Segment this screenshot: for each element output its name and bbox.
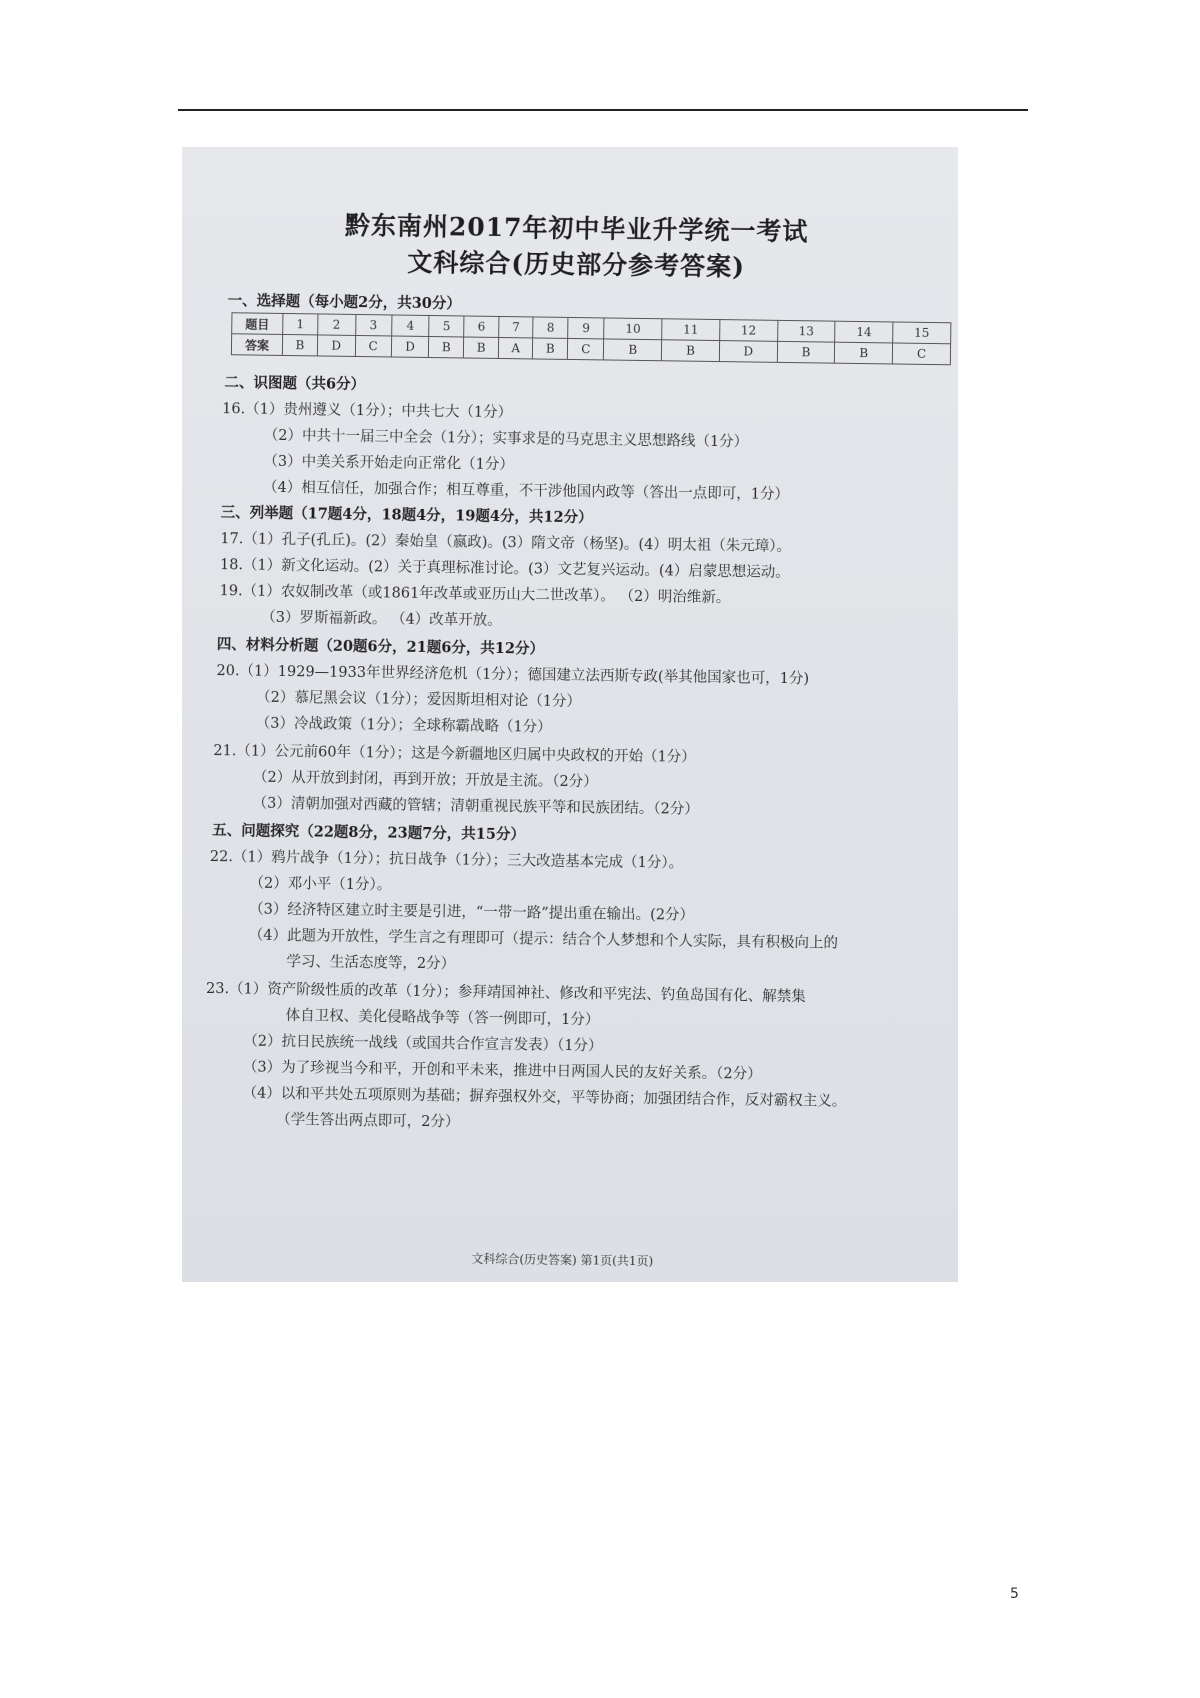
answer-line: （2）从开放到封闭，再到开放；开放是主流。（2分） bbox=[252, 769, 598, 791]
answer-cell: C bbox=[892, 343, 950, 365]
answer-cell: A bbox=[498, 337, 533, 358]
answer-line: 20.（1）1929—1933年世界经济危机（1分）；德国建立法西斯专政(举其他国家也可，1分) bbox=[216, 663, 810, 688]
answer-line: 体自卫权、美化侵略战争等（答一例即可，1分） bbox=[285, 1008, 600, 1029]
answer-line: （2）中共十一届三中全会（1分）；实事求是的马克思主义思想路线（1分） bbox=[263, 427, 749, 451]
question-cell: 9 bbox=[568, 317, 604, 339]
answer-cell: B bbox=[661, 340, 719, 362]
question-cell: 3 bbox=[355, 314, 391, 336]
question-cell: 10 bbox=[604, 318, 662, 340]
section-heading: 一、选择题（每小题2分，共30分） bbox=[227, 292, 462, 313]
answer-cell: B bbox=[835, 342, 893, 364]
sheet-footer: 文科综合(历史答案) 第1页(共1页) bbox=[471, 1251, 654, 1269]
answer-line: （2）慕尼黑会议（1分）；爱因斯坦相对论（1分） bbox=[255, 689, 582, 711]
question-cell: 1 bbox=[283, 313, 318, 334]
section-heading: 二、识图题（共6分） bbox=[224, 374, 366, 394]
table-header-cell: 题目 bbox=[232, 313, 283, 335]
question-cell: 12 bbox=[720, 320, 778, 342]
answer-line: （3）罗斯福新政。 （4）改革开放。 bbox=[261, 609, 502, 630]
answer-line: 23.（1）资产阶级性质的改革（1分）；参拜靖国神社、修改和平宪法、钓鱼岛国有化、解禁集 bbox=[205, 980, 806, 1006]
question-cell: 11 bbox=[662, 319, 720, 341]
answer-cell: B bbox=[464, 337, 499, 358]
answer-cell: C bbox=[568, 338, 604, 360]
question-cell: 2 bbox=[318, 314, 356, 336]
answer-cell: B bbox=[604, 339, 662, 361]
answer-line: （4）此题为开放性，学生言之有理即可（提示：结合个人梦想和个人实际，具有积极向上的 bbox=[248, 927, 839, 952]
answer-line: 19.（1）农奴制改革（或1861年改革或亚历山大二世改革）。 （2）明治维新。 bbox=[219, 583, 731, 607]
answer-line: 16.（1）贵州遵义（1分）；中共七大（1分） bbox=[222, 401, 513, 422]
answer-cell: B bbox=[282, 334, 317, 355]
answer-sheet bbox=[182, 147, 958, 1282]
answer-cell: C bbox=[355, 335, 391, 357]
question-cell: 5 bbox=[429, 315, 464, 336]
answer-line: （3）为了珍视当今和平，开创和平未来，推进中日两国人民的友好关系。（2分） bbox=[242, 1059, 762, 1083]
answer-line: （3）清朝加强对西藏的管辖；清朝重视民族平等和民族团结。（2分） bbox=[252, 795, 699, 818]
answer-line: （学生答出两点即可，2分） bbox=[276, 1111, 460, 1131]
answer-line: （3）冷战政策（1分）；全球称霸战略（1分） bbox=[255, 715, 552, 736]
answer-cell: B bbox=[777, 341, 835, 363]
document-subtitle: 文科综合(历史部分参考答案) bbox=[407, 247, 746, 282]
answer-table bbox=[231, 312, 952, 365]
table-header-cell: 答案 bbox=[231, 334, 282, 356]
answer-sheet-photo bbox=[182, 147, 958, 1282]
document-title: 黔东南州2017年初中毕业升学统一考试 bbox=[344, 210, 809, 247]
answer-line: 21.（1）公元前60年（1分）；这是今新疆地区归属中央政权的开始（1分） bbox=[213, 743, 696, 766]
question-cell: 7 bbox=[499, 316, 534, 337]
answer-line: （3）经济特区建立时主要是引进，“一带一路”提出重在输出。(2分） bbox=[249, 901, 695, 924]
section-heading: 四、材料分析题（20题6分，21题6分，共12分） bbox=[216, 636, 545, 658]
answer-cell: B bbox=[429, 336, 464, 357]
page-number: 5 bbox=[1010, 1586, 1019, 1602]
answer-line: 17.（1）孔子(孔丘)。(2）秦始皇（嬴政)。(3）隋文帝（杨坚)。(4）明太祖（朱元璋）。 bbox=[220, 531, 792, 556]
answer-line: （4）以和平共处五项原则为基础；摒弃强权外交，平等协商；加强团结合作，反对霸权主义。 bbox=[242, 1085, 847, 1110]
question-cell: 13 bbox=[777, 320, 835, 342]
answer-line: （2）抗日民族统一战线（或国共合作宣言发表）（1分） bbox=[243, 1033, 603, 1055]
answer-cell: D bbox=[719, 341, 777, 363]
section-heading: 五、问题探究（22题8分，23题7分，共15分） bbox=[212, 822, 526, 844]
header-rule bbox=[178, 109, 1028, 111]
question-cell: 8 bbox=[533, 317, 568, 338]
answer-cell: D bbox=[317, 335, 355, 357]
section-heading: 三、列举题（17题4分，18题4分，19题4分，共12分） bbox=[220, 504, 593, 527]
answer-line: （2）邓小平（1分）。 bbox=[249, 875, 392, 894]
question-cell: 14 bbox=[835, 321, 893, 343]
question-cell: 6 bbox=[464, 316, 499, 337]
answer-line: 学习、生活态度等，2分） bbox=[286, 954, 456, 973]
question-cell: 4 bbox=[391, 315, 429, 337]
answer-cell: D bbox=[391, 336, 429, 358]
question-cell: 15 bbox=[893, 322, 951, 344]
answer-line: 22.（1）鸦片战争（1分）；抗日战争（1分）；三大改造基本完成（1分）。 bbox=[209, 848, 684, 872]
answer-line: 18.（1）新文化运动。(2）关于真理标准讨论。(3）文艺复兴运动。(4）启蒙思想运动。 bbox=[219, 557, 790, 582]
answer-line: （4）相互信任，加强合作；相互尊重，不干涉他国内政等（答出一点即可，1分） bbox=[262, 479, 790, 504]
answer-cell: B bbox=[533, 338, 568, 359]
answer-line: （3）中美关系开始走向正常化（1分） bbox=[263, 453, 514, 474]
